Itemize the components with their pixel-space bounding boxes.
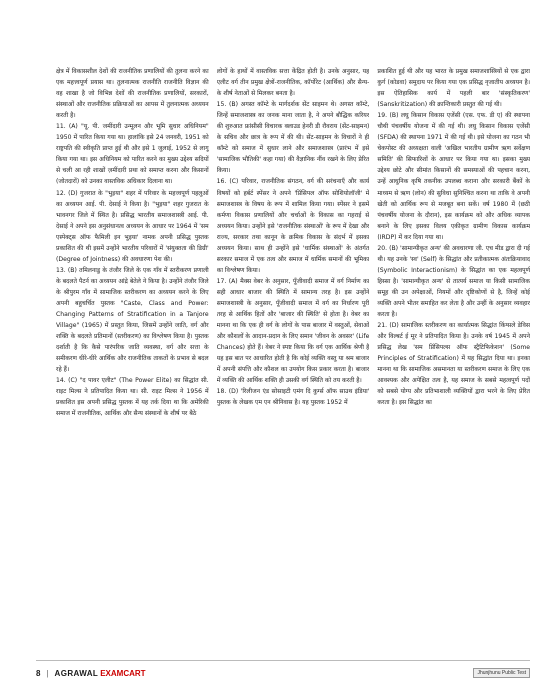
paragraph: 21. (D) सामाजिक स्तरीकरण का कार्यात्मक सिद्धांत किंग्सले डेविस और विल्बर्ट ई मूर ने प्रतिपादित किया है। उनके वर्ष 1945 में अपने प्रसिद्ध लेख 'सम प्रिंसिपल्स ऑफ स्ट्रैटिफिकेशन' (Some Principles of Stratification) में यह सिद्धांत दिया था। इनका मानना था कि सामाजिक असमानता या स्तरीकरण समाज के लिए एक आवश्यक और अपेक्षित तत्व है, यह समाज के सबसे महत्वपूर्ण पदों को सबसे योग्य और प्रतिभाशाली व्यक्तियों द्वारा भरने के लिए प्रेरित करता है। इस सिद्धांत का: [377, 322, 531, 407]
page-footer: [36, 660, 530, 681]
brand-suffix: EXAMCART: [100, 668, 146, 678]
column-right: [377, 66, 530, 652]
paragraph: 11. (A) "यू. पी. जमींदारी उन्मूलन और भूमि सुधार अधिनियम" 1950 में पारित किया गया था। हालांकि इसे 24 जनवरी, 1951 को राष्ट्रपति की स्वीकृति प्राप्त हुई थी और इसे 1 जुलाई, 1952 से लागू किया गया था। इस अधिनियम को पारित करने का मुख्य उद्देश्य सदियों से चली आ रही शाखों ज़मींदारी प्रथा को समाप्त करना और किसानों (जोतदारों) को उनका वास्तविक अधिकार दिलाना था।: [56, 123, 209, 186]
column-middle: [217, 66, 370, 652]
paragraph: 13. (B) तमिलनाडु के तंजौर जिले के एक गाँव में स्तरीकरण प्रणाली के बदलते पैटर्न का अध्ययन आंद्रे बेतेले ने किया है। उन्होंने तंजौर जिले के श्रीपुरम गाँव में सामाजिक स्तरीकरण का अध्ययन करने के लिए अपनी बहुचर्चित पुस्तक "Caste, Class and Power: Changing Patterns of Stratification in a Tanjore Village" (1965) में प्रस्तुत किया, जिसमें उन्होंने जाति, वर्ग और शक्ति के बदलते प्रतिमानों (स्तरीकरण) का विश्लेषण किया है। पुस्तक दर्शाती है कि कैसे पारंपरिक जाति व्यवस्था, वर्ग और सत्ता के समीकरण धीरे-धीरे आर्थिक और राजनीतिक ताकतों के प्रभाव से बदल रहे हैं।: [56, 266, 209, 374]
column-left: [56, 66, 209, 652]
paragraph: 19. (B) लघु किसान विकास एजेंसी (एस. एफ. डी ए) की स्थापना चौथी पंचवर्षीय योजना में की गई थी। लघु किसान विकास एजेंसी (SFDA) की स्थापना 1971 में की गई थी। इसे योजना का गठन भी चेकपोस्ट की अध्यक्षता वाली 'अखिल भारतीय ग्रामीण ऋण सर्वेक्षण समिति' की सिफारिशों के आधार पर किया गया था। इसका मुख्य उद्देश्य छोटे और सीमांत किसानों की समस्याओं की पहचान करना, उन्हें आधुनिक कृषि तकनीक उपलब्ध कराना और सरकारी बैंकों के माध्यम से ऋण (लोन) की सुविधा सुनिश्चित करना था ताकि वे अपनी खेती को आर्थिक रूप से मजबूत बना सकें। वर्ष 1980 में (छठी पंचवर्षीय योजना के दौरान), इस कार्यक्रम को और अधिक व्यापक बनाने के लिए इसका विलय एकीकृत ग्रामीण विकास कार्यक्रम (IRDP) में कर दिया गया था।: [377, 112, 531, 241]
paragraph: 14. (C) "द पावर एलीट" (The Power Elite) का सिद्धांत सी. राइट मिल्स ने प्रतिपादित किया था। सी. राइट मिल्स ने 1956 में प्रकाशित इस अपनी प्रसिद्ध पुस्तक में यह तर्क दिया था कि अमेरिकी समाज में राजनीतिक, आर्थिक और सैन्य संस्थानों के शीर्ष पर बैठे: [56, 377, 209, 418]
text-columns: [56, 66, 530, 652]
paragraph: 20. (B) 'सामान्यीकृत अन्य' की अवधारणा जी. एच मीड द्वारा दी गई थी। यह उनके 'स्व' (Self) के सिद्धांत और प्रतीकात्मक अंतःक्रियावाद (Symbolic Interactionism) के सिद्धांत का एक महत्वपूर्ण हिस्सा है। 'सामान्यीकृत अन्य' से तात्पर्य समाज या किसी सामाजिक समूह की उन अपेक्षाओं, नियमों और दृष्टिकोणों से है, जिन्हें कोई व्यक्ति अपने भीतर समाहित कर लेता है और उन्हीं के अनुसार व्यवहार करता है।: [377, 244, 531, 319]
paragraph: 15. (B) अगस्त कॉम्टे के मार्गदर्शक सेंट साइमन थे। अगस्त कॉम्टे, जिन्हें समाजशास्त्र का जनक माना जाता है, ने अपने बौद्धिक करियर की शुरुआत फ्रांसीसी विचारक क्लाउड हेनरी डी रौवराय (सेंट-साइमन) के सचिव और छात्र के रूप में की थी। सेंट-साइमन के विचारों ने ही कॉम्टे को समाज में सुधार लाने और समाजशास्त्र (प्रारंभ में इसे 'सामाजिक भौतिकी' कहा गया) की वैज्ञानिक नींव रखने के लिए प्रेरित किया।: [216, 101, 370, 175]
paragraph: 12. (D) गुजरात के "भुइया" शहर में परिवार के महत्त्वपूर्ण पहलुओं का अध्ययन आई. पी. देसाई ने किया है। "भुइया" शहर गुजरात के भावनगर जिले में स्थित है। प्रसिद्ध भारतीय समाजशास्त्री आई. पी. देसाई ने अपने इस अनुसंधानत्व अध्ययन के आधार पर 1964 में 'सम एस्पेक्ट्स ऑफ फैमिली इन भुइया' नामक अपनी प्रसिद्ध पुस्तक प्रकाशित की थी इसमें उन्होंने भारतीय परिवारों में 'संयुक्तता की डिग्री' (Degree of Jointness) की अवधारणा पेश की।: [56, 189, 209, 263]
paragraph: क्षेत्र में विकासशील देशों की राजनीतिक प्रणालियों की तुलना करने का एक महत्त्वपूर्ण प्रयास था। तुलनात्मक राजनीति राजनीति विज्ञान की वह शाखा है जो विभिन्न देशों की राजनीतिक प्रणालियों, सरकारों, संस्थाओं और राजनीतिक प्रक्रियाओं का आपस में तुलनात्मक अध्ययन करती है।: [56, 68, 209, 120]
footer-tag: Jhunjhunu Public Test: [473, 668, 530, 678]
paragraph: 16. (C) परिवार, राजनीतिक संगठन, वर्ग की सरंचनाएँ और कार्य विषयों को हर्बर्ट स्पेंसर ने अपने 'प्रिंसिपल ऑफ सोशियोलॉजी' में समाजशास्त्र के विषय के रूप में शामिल किया गया। स्पेंसर ने इसमें कर्मणा विकास प्रणालियों और चर्चाओं के विकास का गहराई से अध्ययन किया। उन्होंने इसे 'राजनीतिक संस्थाओं' के रूप में देखा और राज्य, सरकार तथा कानून के क्रमिक विकास के संदर्भ में इसका अध्ययन किया। साथ ही उन्होंने इसे 'धार्मिक संस्थाओं' के अंतर्गत सरकार समाज में एक तत्व और समाज में धार्मिक समानों की भूमिका का विश्लेषण किया।: [216, 178, 370, 274]
paragraph: लोगों के हाथों में वास्तविक सत्ता केंद्रित होती है। उनके अनुसार, यह एलीट वर्ग तीन प्रमुख क्षेत्रों-राजनीतिक, कॉर्पोरेट (आर्थिक) और सैन्य-के शीर्ष नेताओं से मिलकर बनता है।: [216, 68, 370, 98]
paragraph: प्रकाशित हुई थी और यह भारत के प्रमुख समाजशास्त्रियों से एक द्वारा कुर्ग (कोडवा) समुदाय पर किया गया एक प्रसिद्ध नृजातीय अध्ययन है। इस ऐतिहासिक कार्य में पहली बार 'संस्कृतिकरण' (Sanskritization) की क्रान्तिकारी प्रस्तुत की गई थी।: [377, 68, 531, 109]
paragraph: 17. (A) मैक्स वेबर के अनुसार, पूँजीवादी समाज में वर्ग निर्माण का सही आधार बाजार की स्थिति में सामान्य तरह है। इस उन्होंने समाजशास्त्री के अनुसार, पूँजीवादी समाज में वर्ग का निर्धारण पूरी तरह से आर्थिक हितों और 'बाजार की स्थिति' से होता है। वेबर का मानना था कि एक ही वर्ग के लोगों के पास बाजार में वस्तुओं, सेवाओं और कौशलों के आदान-प्रदान के लिए समान 'जीवन के अवसर' (Life Chances) होते हैं। वेबर ने स्पष्ट किया कि वर्ग एक आर्थिक श्रेणी है यह इस बात पर आधारित होती है कि कोई व्यक्ति वस्तु या श्रम बाजार में अपनी संपत्ति और कौशल का उपयोग किस प्रकार करता है। बाजार में व्यक्ति की आर्थिक शक्ति ही उसकी वर्ग स्थिति को तय करती है।: [216, 277, 370, 385]
paragraph: 18. (D) 'रिलीजन एंड सोसाइटी एमंग दि कुर्ग्स ऑफ साउथ इंडिया' पुस्तक के लेखक एम एन श्रीनिवास है। यह पुस्तक 1952 में: [216, 388, 370, 407]
page-number: 8: [36, 668, 41, 678]
brand-name: AGRAWAL: [54, 668, 99, 678]
footer-separator: |: [46, 668, 49, 678]
